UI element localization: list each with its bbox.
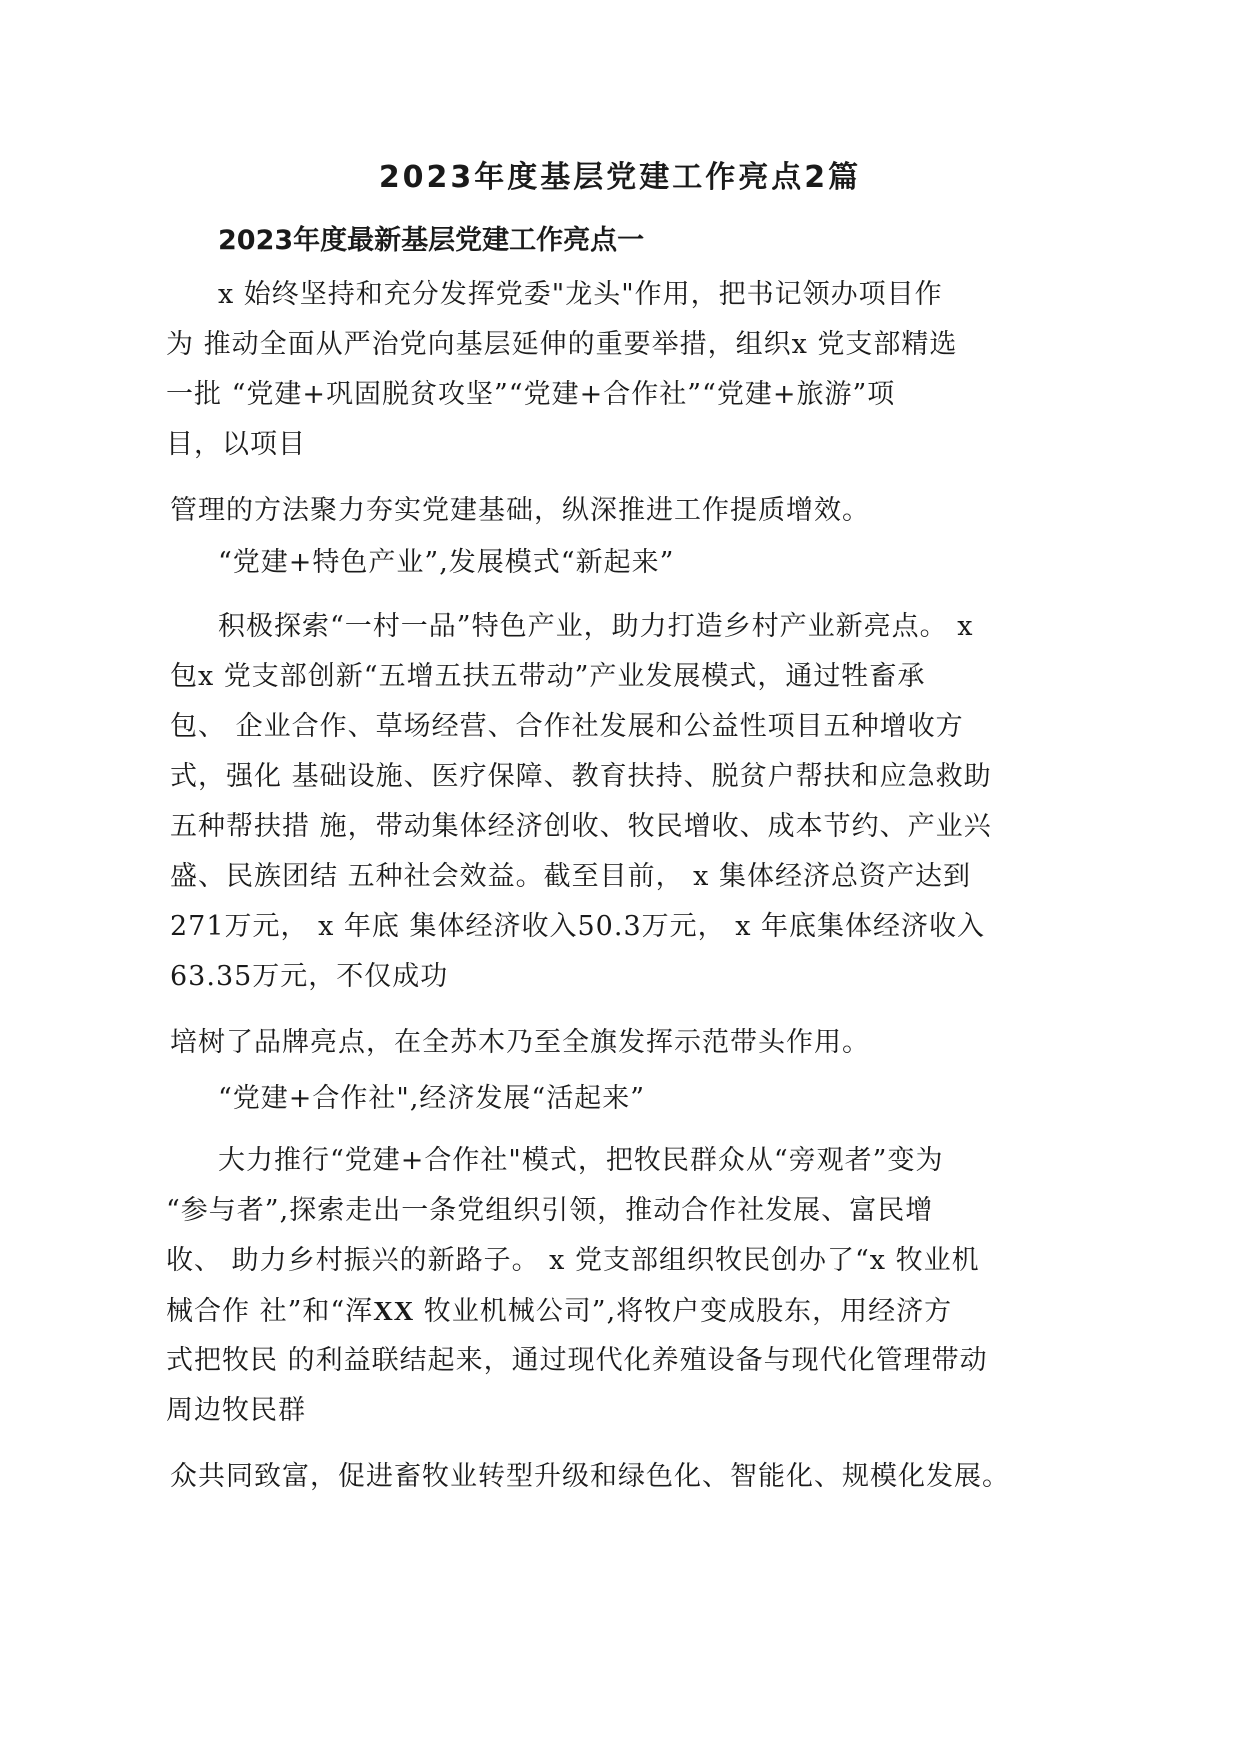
paragraph-line: 盛、民族团结 五种社会效益。截至目前， x 集体经济总资产达到 [170,861,971,892]
paragraph-line: 包、 企业合作、草场经营、合作社发展和公益性项目五种增收方 [170,711,964,742]
bold-text: XX [373,1296,415,1326]
paragraph-line: 管理的方法聚力夯实党建基础，纵深推进工作提质增效。 [170,495,870,526]
paragraph-line [166,1293,952,1330]
paragraph-line: 为 推动全面从严治党向基层延伸的重要举措，组织x 党支部精选 [166,329,958,360]
paragraph-line: 式，强化 基础设施、医疗保障、教育扶持、脱贫户帮扶和应急救助 [170,761,992,792]
paragraph-text: 械合作 社”和“浑 [166,1296,374,1327]
paragraph-line: 培树了品牌亮点，在全苏木乃至全旗发挥示范带头作用。 [170,1027,870,1058]
paragraph-line: 目，以项目 [166,429,306,460]
paragraph-line: 五种帮扶措 施，带动集体经济创收、牧民增收、成本节约、产业兴 [170,811,992,842]
paragraph-line: 式把牧民 的利益联结起来，通过现代化养殖设备与现代化管理带动 [166,1345,988,1376]
paragraph-line: “参与者”,探索走出一条党组织引领，推动合作社发展、富民增 [166,1195,934,1226]
paragraph-line: 包x 党支部创新“五增五扶五带动”产业发展模式，通过牲畜承 [170,661,926,692]
paragraph-text: 牧业机械公司”,将牧户变成股东，用经济方 [423,1296,953,1327]
paragraph-line: 271万元， x 年底 集体经济收入50.3万元， x 年底集体经济收入 [170,911,986,942]
paragraph-line: 收、 助力乡村振兴的新路子。 x 党支部组织牧民创办了“x 牧业机 [166,1245,980,1276]
paragraph-line: 63.35万元，不仅成功 [170,961,449,992]
paragraph-line: 周边牧民群 [166,1395,306,1426]
paragraph-line: 大力推行“党建+合作社"模式，把牧民群众从“旁观者”变为 [218,1145,944,1176]
paragraph-line: 积极探索“一村一品”特色产业，助力打造乡村产业新亮点。 x [218,611,974,642]
section-heading: 2023年度最新基层党建工作亮点一 [218,225,645,256]
subheading: “党建+特色产业”,发展模式“新起来” [218,547,675,578]
paragraph-line: 一批 “党建+巩固脱贫攻坚”“党建+合作社”“党建+旅游”项 [166,379,896,410]
paragraph-line: 众共同致富，促进畜牧业转型升级和绿色化、智能化、规模化发展。 [170,1461,1010,1492]
paragraph-line: x 始终坚持和充分发挥党委"龙头"作用，把书记领办项目作 [218,279,943,310]
document-title: 2023年度基层党建工作亮点2篇 [378,160,862,195]
subheading: “党建+合作社",经济发展“活起来” [218,1083,646,1114]
